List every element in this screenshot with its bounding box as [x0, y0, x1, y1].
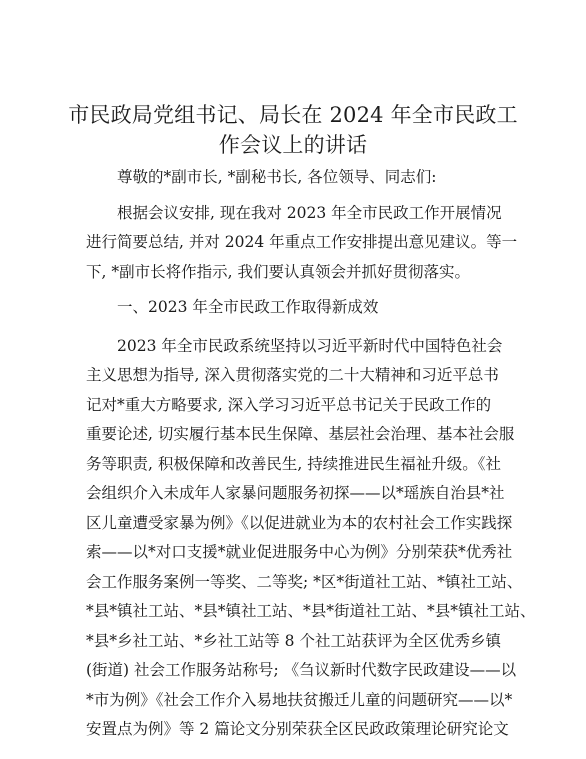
title-line: 作会议上的讲话 [218, 133, 368, 157]
paragraph-line: 务等职责, 积极保障和改善民生, 持续推进民生福祉升级。《社 [86, 454, 501, 473]
document-title [60, 100, 526, 160]
paragraph-line: 会工作服务案例一等奖、二等奖; *区*街道社工站、*镇社工站、 [86, 572, 523, 591]
paragraph-line: 会组织介入未成年人家暴问题服务初探——以*瑶族自治县*社 [86, 484, 505, 502]
section-heading: 一、2023 年全市民政工作取得新成效 [117, 298, 379, 316]
paragraph-line: 根据会议安排, 现在我对 2023 年全市民政工作开展情况 [117, 203, 502, 222]
paragraph-line: 安置点为例》等 2 篇论文分别荣获全区民政政策理论研究论文 [86, 720, 509, 738]
paragraph-line: 2023 年全市民政系统坚持以习近平新时代中国特色社会 [117, 336, 503, 355]
document-body [86, 163, 536, 745]
paragraph-line: 主义思想为指导, 深入贯彻落实党的二十大精神和习近平总书 [86, 366, 499, 384]
paragraph-line: (街道) 社会工作服务站称号; 《刍议新时代数字民政建设——以 [86, 661, 517, 679]
salutation: 尊敬的*副市长, *副秘书长, 各位领导、同志们: [117, 168, 437, 186]
paragraph-line: 记对*重大方略要求, 深入学习习近平总书记关于民政工作的 [86, 395, 492, 414]
paragraph-line: *县*镇社工站、*县*镇社工站、*县*街道社工站、*县*镇社工站、 [86, 602, 536, 620]
paragraph-line: *市为例》《社会工作介入易地扶贫搬迁儿童的问题研究——以* [86, 690, 513, 709]
paragraph-line: 索——以*对口支援*就业促进服务中心为例》分别荣获*优秀社 [86, 543, 513, 561]
title-line: 市民政局党组书记、局长在 2024 年全市民政工 [68, 103, 518, 127]
paragraph-line: *县*乡社工站、*乡社工站等 8 个社工站获评为全区优秀乡镇 [86, 631, 501, 650]
paragraph-line: 进行简要总结, 并对 2024 年重点工作安排提出意见建议。等一 [86, 233, 518, 251]
paragraph-line: 区儿童遭受家暴为例》《以促进就业为本的农村社会工作实践探 [86, 513, 513, 532]
paragraph-line: 下, *副市长将作指示, 我们要认真领会并抓好贯彻落实。 [86, 262, 470, 281]
paragraph-line: 重要论述, 切实履行基本民生保障、基层社会治理、基本社会服 [86, 425, 515, 443]
